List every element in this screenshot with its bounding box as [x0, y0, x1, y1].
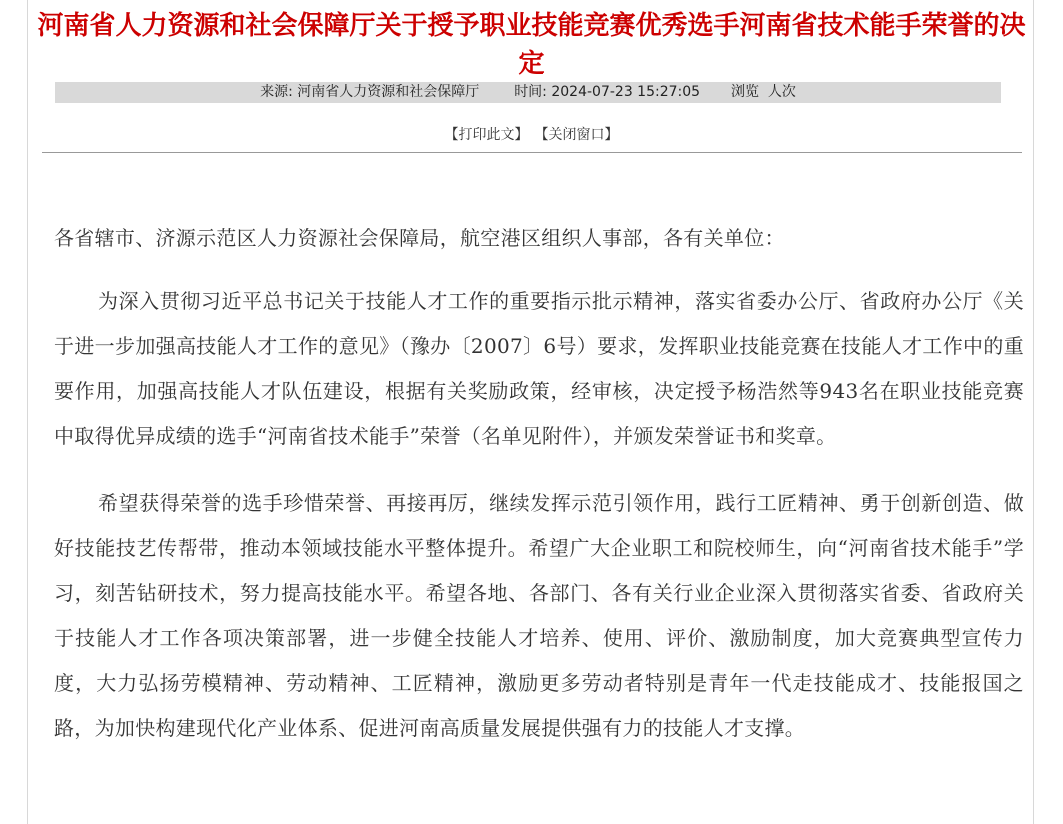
page-title-line-1: 河南省人力资源和社会保障厅关于授予职业技能竞赛优秀选手河南省技术能手荣誉的决: [37, 11, 1026, 41]
article-meta-bar: [55, 82, 1001, 103]
views-label: 浏览: [730, 84, 759, 100]
article-actions: [0, 125, 1063, 145]
paragraph-1: 为深入贯彻习近平总书记关于技能人才工作的重要指示批示精神，落实省委办公厅、省政府办公厅《关于进一步加强高技能人才工作的意见》（豫办〔2007〕6号）要求，发挥职业技能竞赛在技能人才工作中的重要作用，加强高技能人才队伍建设，根据有关奖励政策，经审核，决定授予杨浩然等943名在职业技能竞赛中取得优异成绩的选手“河南省技术能手”荣誉（名单见附件），并颁发荣誉证书和奖章。: [54, 289, 1024, 448]
views-unit: 人次: [767, 84, 796, 100]
time-value: 2024-07-23 15:27:05: [551, 84, 701, 100]
paragraph-2: 希望获得荣誉的选手珍惜荣誉、再接再厉，继续发挥示范引领作用，践行工匠精神、勇于创新创造、做好技能技艺传帮带，推动本领域技能水平整体提升。希望广大企业职工和院校师生，向“河南省技术能手”学习，刻苦钻研技术，努力提高技能水平。希望各地、各部门、各有关行业企业深入贯彻落实省委、省政府关于技能人才工作各项决策部署，进一步健全技能人才培养、使用、评价、激励制度，加大竞赛典型宣传力度，大力弘扬劳模精神、劳动精神、工匠精神，激励更多劳动者特别是青年一代走技能成才、技能报国之路，为加快构建现代化产业体系、促进河南高质量发展提供强有力的技能人才支撑。: [54, 491, 1024, 740]
header-divider: [42, 152, 1022, 153]
time-label: 时间:: [514, 84, 547, 100]
salutation: 各省辖市、济源示范区人力资源社会保障局，航空港区组织人事部，各有关单位：: [54, 226, 785, 250]
print-article-link[interactable]: 【打印此文】: [444, 127, 529, 143]
article-body: [54, 219, 1024, 751]
close-window-link[interactable]: 【关闭窗口】: [534, 127, 619, 143]
page-title-line-2: 定: [518, 49, 545, 79]
source-label: 来源:: [260, 84, 293, 100]
source-value: 河南省人力资源和社会保障厅: [297, 84, 480, 100]
page-title: [0, 7, 1063, 83]
